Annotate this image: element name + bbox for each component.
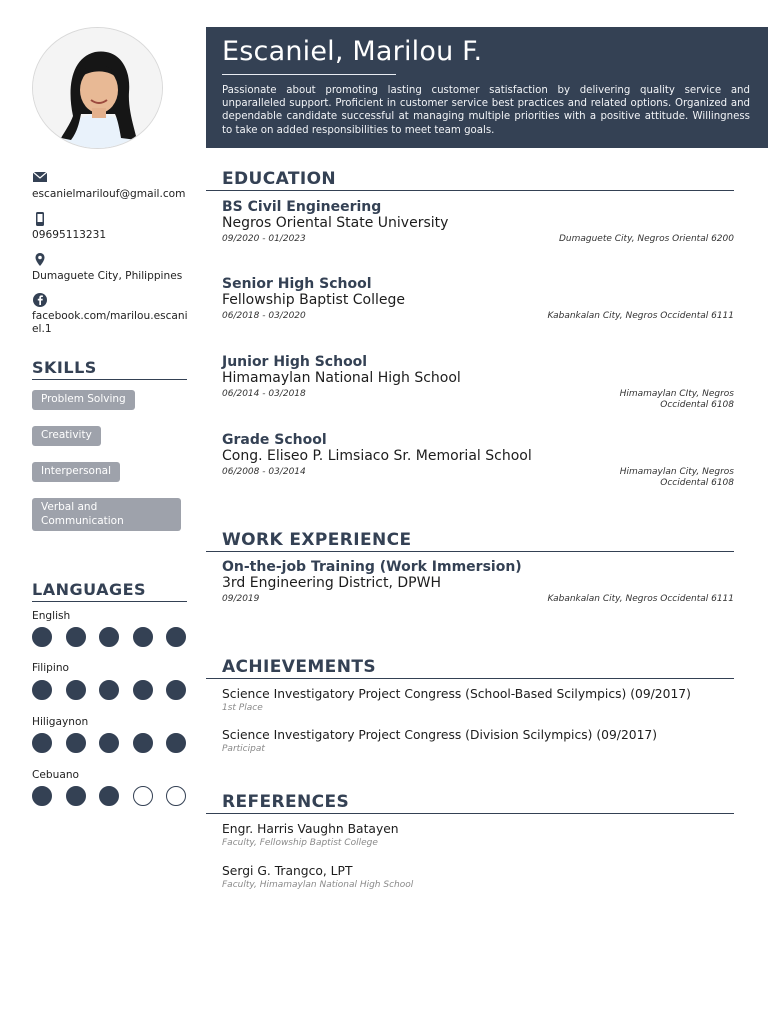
education-location: Dumaguete City, Negros Oriental 6200 [558, 234, 734, 244]
rating-dot-empty [166, 786, 186, 806]
education-entry [222, 276, 734, 322]
header-banner [206, 27, 768, 148]
rating-dot-filled [32, 627, 52, 647]
language-rating [32, 680, 186, 700]
language-rating [32, 627, 186, 647]
education-dates: 06/2008 - 03/2014 [222, 467, 306, 477]
education-entry [222, 199, 734, 245]
work-dates: 09/2019 [222, 594, 260, 604]
location-pin-icon [32, 252, 48, 268]
education-degree: BS Civil Engineering [222, 199, 382, 215]
skill-tag: Verbal and Communication [32, 498, 181, 531]
work-experience-heading: WORK EXPERIENCE [206, 530, 734, 552]
candidate-name: Escaniel, Marilou F. [222, 36, 483, 67]
work-location: Kabankalan City, Negros Occidental 6111 [547, 594, 734, 604]
rating-dot-filled [166, 680, 186, 700]
email-text[interactable]: escanielmarilouf@gmail.com [32, 188, 186, 200]
rating-dot-filled [133, 627, 153, 647]
contact-location [32, 252, 188, 283]
education-location: Himamaylan City, Negros Occidental 6108 [619, 467, 734, 488]
rating-dot-filled [166, 627, 186, 647]
skill-tag: Interpersonal [32, 462, 120, 482]
language-rating [32, 786, 186, 806]
education-dates: 06/2018 - 03/2020 [222, 311, 306, 321]
education-school: Himamaylan National High School [222, 370, 461, 386]
name-underline [222, 74, 396, 75]
education-location: Himamaylan CIty, Negros Occidental 6108 [619, 389, 734, 410]
reference-name: Engr. Harris Vaughn Batayen [222, 822, 399, 836]
skills-heading: SKILLS [32, 358, 187, 380]
language-rating [32, 733, 186, 753]
reference-name: Sergi G. Trangco, LPT [222, 864, 353, 878]
rating-dot-filled [32, 680, 52, 700]
language-name: Hiligaynon [32, 716, 89, 728]
achievement-item [222, 728, 734, 755]
skill-tag: Problem Solving [32, 390, 135, 410]
rating-dot-filled [166, 733, 186, 753]
achievement-item [222, 687, 734, 714]
language-name: English [32, 610, 71, 622]
education-degree: Grade School [222, 432, 327, 448]
education-entry [222, 354, 734, 411]
rating-dot-filled [133, 680, 153, 700]
work-role: On-the-job Training (Work Immersion) [222, 559, 522, 575]
education-school: Cong. Eliseo P. Limsiaco Sr. Memorial School [222, 448, 532, 464]
rating-dot-filled [32, 786, 52, 806]
education-degree: Junior High School [222, 354, 368, 370]
education-location: Kabankalan City, Negros Occidental 6111 [547, 311, 734, 321]
skill-tag: Creativity [32, 426, 101, 446]
phone-icon [32, 211, 48, 227]
education-school: Fellowship Baptist College [222, 292, 406, 308]
rating-dot-filled [66, 733, 86, 753]
phone-text: 09695113231 [32, 229, 107, 241]
rating-dot-filled [66, 627, 86, 647]
achievement-detail: Participat [222, 744, 265, 754]
location-text: Dumaguete City, Philippines [32, 270, 183, 282]
rating-dot-filled [99, 786, 119, 806]
contact-facebook [32, 292, 188, 335]
rating-dot-filled [99, 680, 119, 700]
rating-dot-filled [32, 733, 52, 753]
reference-item [222, 822, 734, 849]
rating-dot-filled [99, 733, 119, 753]
work-organization: 3rd Engineering District, DPWH [222, 575, 441, 591]
achievement-detail: 1st Place [222, 703, 263, 713]
profile-photo-illustration [33, 28, 163, 149]
achievements-heading: ACHIEVEMENTS [206, 657, 734, 679]
rating-dot-filled [66, 786, 86, 806]
rating-dot-filled [99, 627, 119, 647]
work-entry [222, 559, 734, 605]
education-entry [222, 432, 734, 489]
language-name: Cebuano [32, 769, 80, 781]
contact-phone [32, 211, 188, 242]
education-heading: EDUCATION [206, 169, 734, 191]
reference-detail: Faculty, Himamaylan National High School [222, 880, 414, 890]
facebook-icon [32, 292, 48, 308]
references-heading: REFERENCES [206, 792, 734, 814]
achievement-title: Science Investigatory Project Congress (School-Based Scilympics) (09/2017) [222, 687, 691, 701]
education-dates: 06/2014 - 03/2018 [222, 389, 306, 399]
profile-summary: Passionate about promoting lasting customer satisfaction by delivering quality service and unparalleled support. Proficient in customer service best practices and related options. Organized and dependable candidate successful at managing multiple priorities with a positive attitude. Willingness to take on added responsibilities to meet team goals. [222, 85, 750, 136]
rating-dot-filled [66, 680, 86, 700]
rating-dot-empty [133, 786, 153, 806]
languages-heading: LANGUAGES [32, 580, 187, 602]
facebook-text[interactable]: facebook.com/marilou.escaniel.1 [32, 310, 188, 335]
reference-detail: Faculty, Fellowship Baptist College [222, 838, 378, 848]
contact-email [32, 170, 188, 201]
language-name: Filipino [32, 662, 70, 674]
email-icon [32, 170, 48, 186]
rating-dot-filled [133, 733, 153, 753]
achievement-title: Science Investigatory Project Congress (Division Scilympics) (09/2017) [222, 728, 658, 742]
profile-photo [32, 27, 163, 149]
education-degree: Senior High School [222, 276, 372, 292]
reference-item [222, 864, 734, 891]
education-dates: 09/2020 - 01/2023 [222, 234, 306, 244]
education-school: Negros Oriental State University [222, 215, 449, 231]
